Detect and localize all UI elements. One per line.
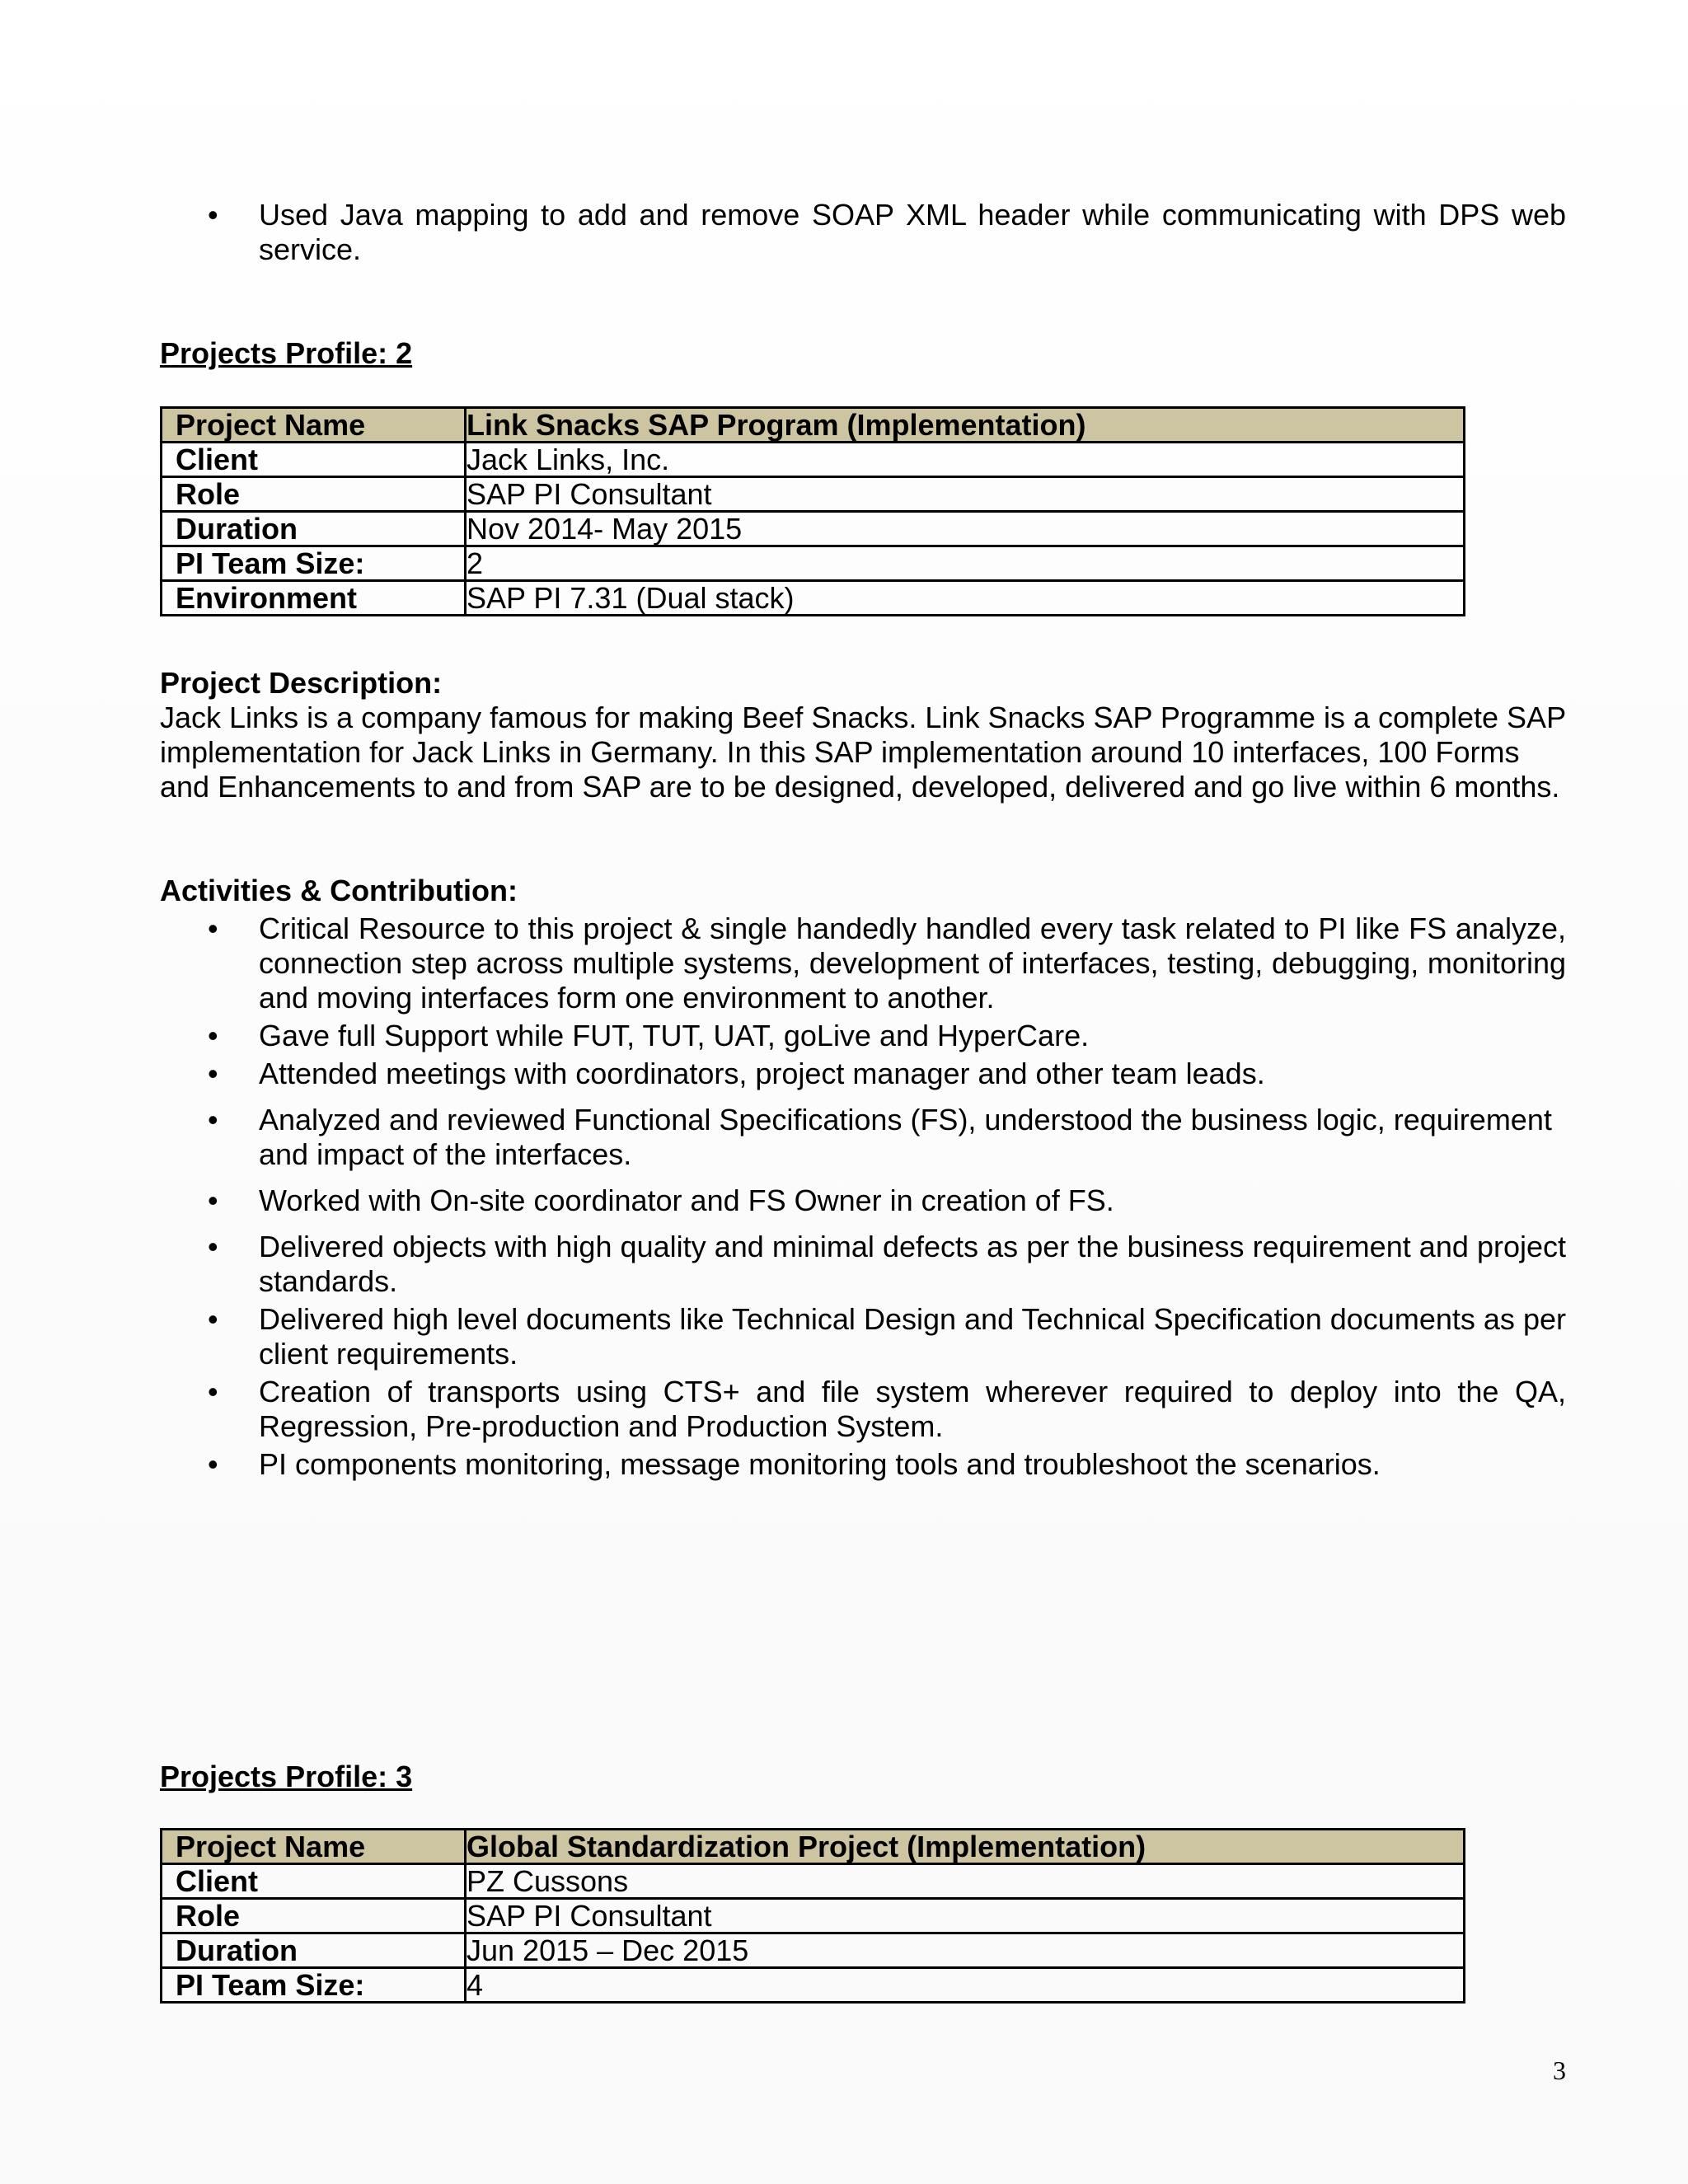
project-description [160,666,1566,804]
list-item-text: Used Java mapping to add and remove SOAP XML header while communicating with DPS web service. [259,198,1566,266]
list-item-text: Gave full Support while FUT, TUT, UAT, goLive and HyperCare. [259,1019,1090,1052]
table-value: Jack Links, Inc. [466,443,1465,477]
list-item [160,1103,1566,1172]
list-item-text: Worked with On-site coordinator and FS Owner in creation of FS. [259,1183,1114,1217]
activities-label: Activities & Contribution: [160,874,518,907]
bullet-icon: • [208,1447,218,1481]
table-key: Client [162,1864,466,1899]
table-value: PZ Cussons [466,1864,1465,1899]
bullet-icon: • [208,1302,218,1336]
list-item [160,1375,1566,1444]
table-row [162,1933,1465,1968]
table-value: Jun 2015 – Dec 2015 [466,1933,1465,1968]
table-key: PI Team Size: [162,1968,466,2003]
bullet-icon: • [208,1019,218,1052]
list-item [160,1057,1566,1091]
description-text: Jack Links is a company famous for making Beef Snacks. Link Snacks SAP Programme is a complete SAP implementation for Jack Links in Germany. In this SAP implementation around 10 interfaces, 100 Forms and Enhancements to and from SAP are to be designed, developed, delivered and go live within 6 months. [160,701,1566,804]
bullet-icon: • [208,1057,218,1090]
intro-bullet-list [160,198,1566,267]
table-row [162,477,1465,512]
table-row [162,1830,1465,1864]
table-value: 2 [466,546,1465,581]
bullet-icon: • [208,1103,218,1137]
table-row [162,1899,1465,1933]
profile-2-title: Projects Profile: 2 [160,336,413,370]
table-key: Client [162,443,466,477]
list-item [160,198,1566,267]
table-row [162,1864,1465,1899]
table-key: Project Name [162,1830,466,1864]
list-item [160,1183,1566,1218]
profile-2-table [160,406,1465,616]
table-row [162,512,1465,546]
list-item [160,1447,1566,1482]
list-item-text: Delivered objects with high quality and minimal defects as per the business requirement and project standards. [259,1230,1566,1298]
table-value: SAP PI 7.31 (Dual stack) [466,581,1465,616]
list-item-text: Delivered high level documents like Technical Design and Technical Specification documents as per client requirements. [259,1302,1566,1371]
bullet-icon: • [208,1183,218,1217]
table-value: SAP PI Consultant [466,1899,1465,1933]
list-item [160,1230,1566,1299]
table-key: Role [162,477,466,512]
bullet-icon: • [208,1375,218,1408]
list-item-text: Attended meetings with coordinators, project manager and other team leads. [259,1057,1265,1090]
profile-3-table [160,1828,1465,2004]
list-item [160,912,1566,1015]
bullet-icon: • [208,198,218,232]
description-label: Project Description: [160,666,443,700]
list-item-text: Analyzed and reviewed Functional Specifications (FS), understood the business logic, requirement and impact of the interfaces. [259,1103,1552,1171]
table-key: Environment [162,581,466,616]
table-value: 4 [466,1968,1465,2003]
table-key: Role [162,1899,466,1933]
page-number: 3 [1553,2055,1566,2085]
table-row [162,408,1465,443]
table-value: Global Standardization Project (Implementation) [466,1830,1465,1864]
table-row [162,1968,1465,2003]
activities-section [160,874,1566,1482]
profile-3-title: Projects Profile: 3 [160,1760,413,1793]
table-key: Duration [162,1933,466,1968]
table-value: SAP PI Consultant [466,477,1465,512]
table-row [162,581,1465,616]
table-key: Duration [162,512,466,546]
bullet-icon: • [208,912,218,945]
list-item [160,1019,1566,1053]
list-item-text: Creation of transports using CTS+ and file system wherever required to deploy into the QA, Regression, Pre-production and Production System. [259,1375,1566,1443]
bullet-icon: • [208,1230,218,1263]
table-key: PI Team Size: [162,546,466,581]
list-item [160,1302,1566,1371]
list-item-text: PI components monitoring, message monitoring tools and troubleshoot the scenarios. [259,1447,1381,1481]
activities-list [160,912,1566,1482]
list-item-text: Critical Resource to this project & single handedly handled every task related to PI like FS analyze, connection step across multiple systems, development of interfaces, testing, debugging, monitoring and moving interfaces form one environment to another. [259,912,1566,1015]
table-row [162,546,1465,581]
table-key: Project Name [162,408,466,443]
table-row [162,443,1465,477]
table-value: Nov 2014- May 2015 [466,512,1465,546]
table-value: Link Snacks SAP Program (Implementation) [466,408,1465,443]
